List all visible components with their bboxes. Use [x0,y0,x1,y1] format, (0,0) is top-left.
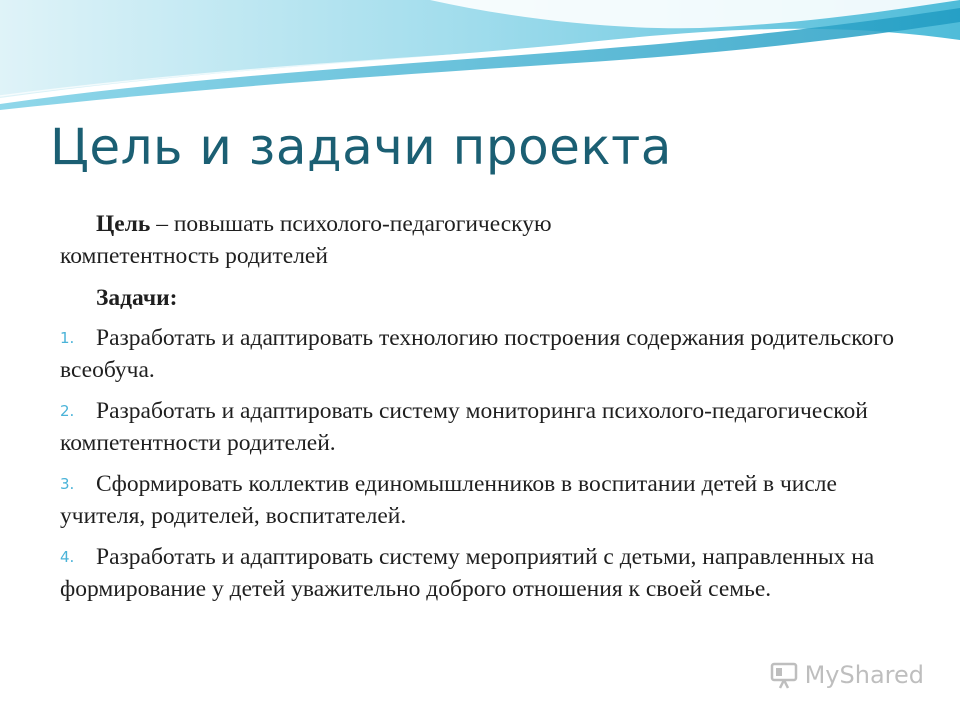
goal-label: Цель [96,211,151,237]
task-item-1 [60,322,920,386]
goal-text-line2: компетентность родителей [60,243,328,269]
header-wave-decoration [0,0,960,120]
task-number: 1. [60,329,75,347]
watermark [769,660,924,690]
slide-title: Цель и задачи проекта [50,118,672,176]
task-item-3 [60,468,920,532]
task-number: 4. [60,548,75,566]
goal-paragraph [60,208,920,272]
task-number: 3. [60,475,75,493]
goal-text-line1: – повышать психолого-педагогическую [150,211,552,237]
task-text: Разработать и адаптировать технологию построения содержания родительского всеобуча. [60,325,895,383]
slide-body [60,208,920,614]
task-text: Сформировать коллектив единомышленников в воспитании детей в числе учителя, родителей, воспитателей. [60,471,837,529]
watermark-text: MyShared [804,661,924,689]
task-item-4 [60,541,920,605]
tasks-label: Задачи: [96,285,178,311]
task-text: Разработать и адаптировать систему мероприятий с детьми, направленных на формирование у детей уважительно доброго отношения к своей семье. [60,544,875,602]
task-text: Разработать и адаптировать систему мониторинга психолого-педагогической компетентности родителей. [60,398,868,456]
tasks-list [60,322,920,605]
task-item-2 [60,395,920,459]
task-number: 2. [60,402,75,420]
projector-screen-icon [769,660,799,690]
